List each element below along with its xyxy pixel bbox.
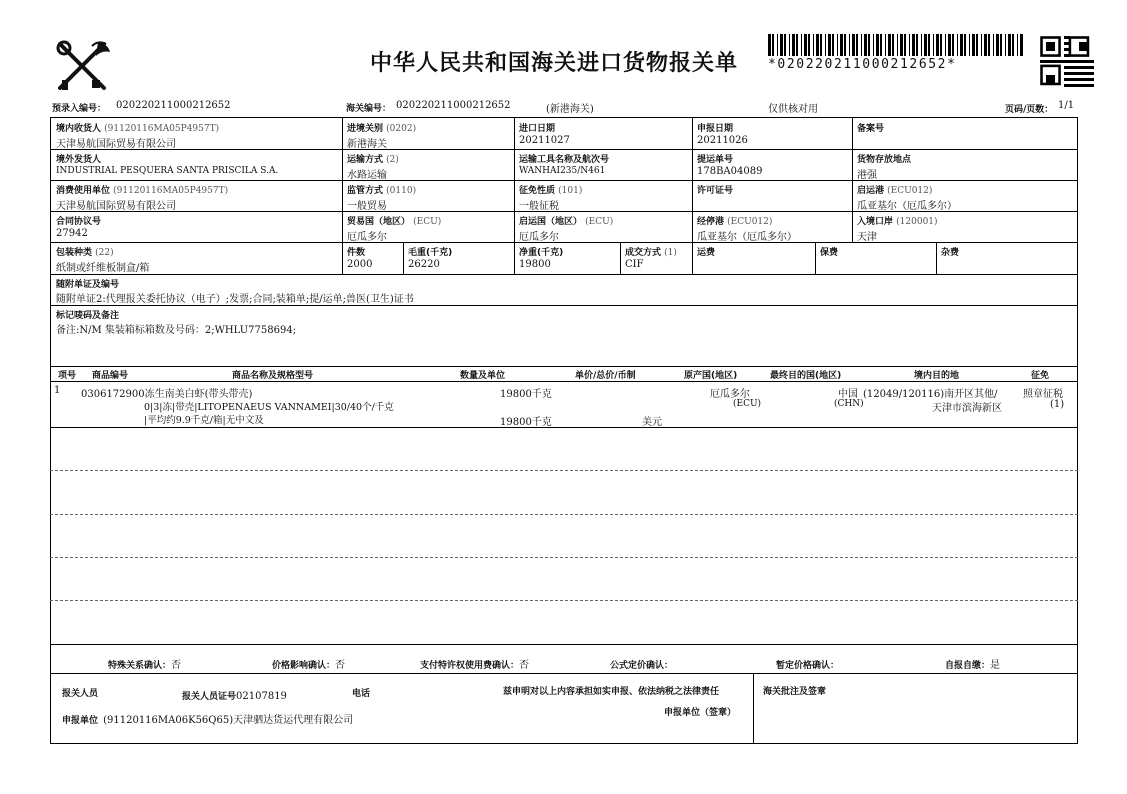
deal-mode-value: CIF: [625, 259, 644, 270]
contract-value: 27942: [56, 228, 88, 239]
goods-header-domestic-dest: 境内目的地: [914, 371, 960, 381]
price-impact-value: 否: [335, 660, 346, 671]
entry-port-label: 入境口岸: [857, 217, 894, 227]
gross-weight-label: 毛重(千克): [408, 248, 453, 258]
storage-label: 货物存放地点: [857, 155, 912, 165]
declarant-cert-label: 报关人员证号: [182, 692, 237, 702]
package-type-code: (22): [95, 248, 114, 258]
transit-port-value: 瓜亚基尔（厄瓜多尔）: [697, 232, 797, 243]
entry-customs-label: 进境关别: [347, 124, 384, 134]
gross-weight-value: 26220: [408, 259, 440, 270]
item-qty1: 19800千克: [500, 389, 552, 400]
item-levy-code: (1): [1050, 399, 1065, 410]
package-type-value: 纸制或纤维板制盒/箱: [56, 263, 150, 274]
shipper-label: 境外发货人: [56, 155, 102, 165]
price-impact-label: 价格影响确认：: [272, 661, 336, 671]
declare-date-value: 20211026: [697, 135, 748, 146]
goods-header-hs-code: 商品编号: [92, 371, 129, 381]
customs-approval-label: 海关批注及签章: [763, 687, 827, 697]
transit-port-code: (ECU012): [727, 217, 773, 227]
departure-port-label: 启运港: [857, 186, 885, 196]
self-pay-value: 是: [990, 660, 1001, 671]
port-note: (新港海关): [546, 104, 594, 115]
vessel-value: WANHAI235/N461: [519, 166, 606, 176]
item-no: 1: [54, 385, 61, 396]
contract-label: 合同协议号: [56, 217, 102, 227]
declare-date-label: 申报日期: [697, 124, 734, 134]
pre-entry-label: 预录入编号：: [52, 104, 107, 114]
pieces-value: 2000: [347, 259, 373, 270]
levy-value: 一般征税: [519, 201, 559, 212]
goods-header-origin: 原产国(地区): [684, 371, 738, 381]
consignee-code: (91120116MA05P4957T): [104, 124, 220, 134]
trade-country-label: 贸易国（地区）: [347, 217, 411, 227]
storage-value: 港强: [857, 170, 877, 181]
pieces-label: 件数: [347, 248, 366, 258]
pre-entry-no: 020220211000212652: [116, 100, 231, 111]
shipper-value: INDUSTRIAL PESQUERA SANTA PRISCILA S.A.: [56, 166, 279, 176]
customs-emblem-icon: [52, 36, 114, 94]
documents-value: 随附单证2:代理报关委托协议（电子）;发票;合同;装箱单;提/运单;兽医(卫生)证书: [56, 294, 414, 305]
item-levy: 照章征税: [1023, 389, 1063, 400]
royalty-label: 支付特许权使用费确认：: [420, 661, 520, 671]
package-type-label: 包装种类: [56, 248, 93, 258]
vessel-label: 运输工具名称及航次号: [519, 155, 610, 165]
supervision-label: 监管方式: [347, 186, 384, 196]
entry-customs-value: 新港海关: [347, 139, 387, 150]
formula-price-label: 公式定价确认：: [610, 661, 674, 671]
declaring-unit-value: (91120116MA06K56Q65)天津驷达货运代理有限公司: [103, 715, 354, 726]
license-label: 许可证号: [697, 186, 734, 196]
consignee-label: 境内收货人: [56, 124, 102, 134]
royalty-value: 否: [519, 660, 530, 671]
origin-country-code: (ECU): [585, 217, 614, 227]
item-origin-code: (ECU): [733, 399, 762, 409]
special-relation-value: 否: [171, 660, 182, 671]
user-value: 天津易航国际贸易有限公司: [56, 201, 176, 212]
customs-no: 020220211000212652: [396, 100, 511, 111]
legal-statement: 兹申明对以上内容承担如实申报、依法纳税之法律责任: [503, 687, 720, 697]
net-weight-label: 净重(千克): [519, 248, 564, 258]
goods-header-levy: 征免: [1031, 371, 1050, 381]
phone-label: 电话: [352, 689, 371, 699]
goods-header-name: 商品名称及规格型号: [232, 371, 314, 381]
item-domestic-dest2: 天津市滨海新区: [932, 403, 1002, 414]
goods-header-dest-country: 最终目的国(地区): [770, 371, 842, 381]
item-spec-line2: 0|3|冻|带壳|LITOPENAEUS VANNAMEI|30/40个/千克: [144, 402, 394, 413]
barcode-icon: [768, 34, 1026, 56]
bl-no-value: 178BA04089: [697, 166, 763, 177]
insurance-label: 保费: [820, 248, 839, 258]
item-name: 冻生南美白虾(带头带壳): [144, 389, 253, 400]
transit-port-label: 经停港: [697, 217, 725, 227]
provisional-price-label: 暂定价格确认：: [776, 661, 840, 671]
net-weight-value: 19800: [519, 259, 551, 270]
departure-port-code: (ECU012): [887, 186, 933, 196]
record-no-label: 备案号: [857, 124, 885, 134]
import-date-value: 20211027: [519, 135, 570, 146]
item-spec-line3: |平均约9.9千克/箱|无中文及: [144, 415, 264, 426]
levy-code: (101): [558, 186, 583, 196]
marks-value: 备注:N/M 集装箱标箱数及号码：2;WHLU7758694;: [56, 325, 297, 336]
user-code: (91120116MA05P4957T): [113, 186, 229, 196]
levy-label: 征免性质: [519, 186, 556, 196]
declarant-label: 报关人员: [62, 689, 99, 699]
declaring-unit-seal: 申报单位（签章）: [664, 708, 737, 718]
item-origin: 厄瓜多尔: [710, 389, 750, 400]
item-dest-code: (CHN): [834, 399, 864, 409]
supervision-value: 一般贸易: [347, 201, 387, 212]
qr-code-icon: [1040, 36, 1094, 90]
item-hs-code: 0306172900: [81, 389, 145, 400]
freight-label: 运费: [697, 248, 716, 258]
page-label: 页码/页数：: [1005, 105, 1054, 115]
barcode-text: *020220211000212652*: [768, 57, 957, 72]
entry-customs-code: (0202): [386, 124, 417, 134]
page-value: 1/1: [1058, 100, 1075, 111]
goods-header-qty: 数量及单位: [460, 371, 506, 381]
trade-country-value: 厄瓜多尔: [347, 232, 387, 243]
item-dest-country: 中国: [838, 389, 858, 400]
misc-label: 杂费: [941, 248, 960, 258]
origin-country-label: 启运国（地区）: [519, 217, 583, 227]
self-pay-label: 自报自缴：: [945, 661, 991, 671]
goods-header-price: 单价/总价/币制: [575, 371, 636, 381]
declarant-cert-value: 02107819: [236, 691, 287, 702]
transport-mode-code: (2): [386, 155, 399, 165]
item-domestic-dest1: (12049/120116)南开区其他/: [863, 389, 998, 400]
trade-country-code: (ECU): [413, 217, 442, 227]
consignee-value: 天津易航国际贸易有限公司: [56, 139, 176, 150]
page-title: 中华人民共和国海关进口货物报关单: [370, 51, 739, 76]
verify-note: 仅供核对用: [768, 104, 818, 115]
bl-no-label: 提运单号: [697, 155, 734, 165]
entry-port-value: 天津: [857, 232, 877, 243]
transport-mode-value: 水路运输: [347, 170, 387, 181]
entry-port-code: (120001): [896, 217, 938, 227]
declaring-unit-label: 申报单位: [62, 716, 99, 726]
marks-label: 标记唛码及备注: [56, 311, 120, 321]
customs-no-label: 海关编号：: [346, 104, 392, 114]
departure-port-value: 瓜亚基尔（厄瓜多尔）: [857, 201, 957, 212]
deal-mode-code: (1): [664, 248, 677, 258]
special-relation-label: 特殊关系确认：: [108, 661, 172, 671]
import-date-label: 进口日期: [519, 124, 556, 134]
deal-mode-label: 成交方式: [625, 248, 662, 258]
goods-header-item-no: 项号: [58, 371, 77, 381]
supervision-code: (0110): [386, 186, 417, 196]
documents-label: 随附单证及编号: [56, 280, 120, 290]
item-qty2: 19800千克: [500, 417, 552, 428]
origin-country-value: 厄瓜多尔: [519, 232, 559, 243]
transport-mode-label: 运输方式: [347, 155, 384, 165]
item-currency: 美元: [642, 417, 662, 428]
user-label: 消费使用单位: [56, 186, 111, 196]
